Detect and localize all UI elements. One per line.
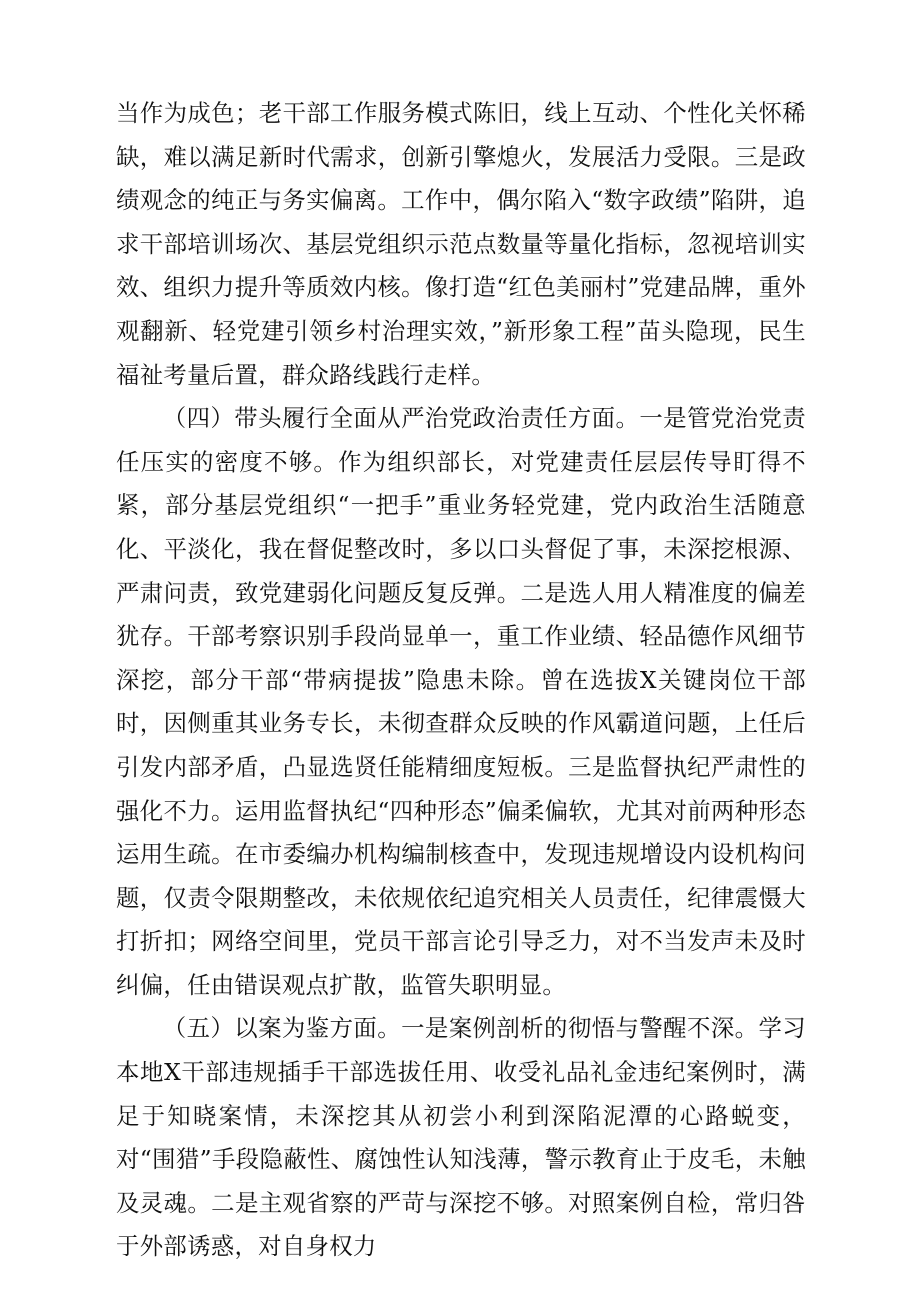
paragraph-section-four: （四）带头履行全面从严治党政治责任方面。一是管党治党责任压实的密度不够。作为组织部长，对党建责任层层传导盯得不紧，部分基层党组织“一把手”重业务轻党建，党内政治生活随意化、平淡化，我在督促整改时，多以口头督促了事，未深挖根源、严肃问责，致党建弱化问题反复反弹。二是选人用人精准度的偏差犹存。干部考察识别手段尚显单一，重工作业绩、轻品德作风细节深挖，部分干部“带病提拔”隐患未除。曾在选拔X关键岗位干部时，因侧重其业务专长，未彻查群众反映的作风霸道问题，上任后引发内部矛盾，凸显选贤任能精细度短板。三是监督执纪严肃性的强化不力。运用监督执纪“四种形态”偏柔偏软，尤其对前两种形态运用生疏。在市委编办机构编制核查中，发现违规增设内设机构问题，仅责令限期整改，未依规依纪追究相关人员责任，纪律震慑大打折扣；网络空间里，党员干部言论引导乏力，对不当发声未及时纠偏，任由错误观点扩散，监管失职明显。 xyxy=(116,404,806,999)
paragraph-section-five: （五）以案为鉴方面。一是案例剖析的彻悟与警醒不深。学习本地X干部违规插手干部选拔任用、收受礼品礼金违纪案例时，满足于知晓案情，未深挖其从初尝小利到深陷泥潭的心路蜕变，对“围猎”手段隐蔽性、腐蚀性认知浅薄，警示教育止于皮毛，未触及灵魂。二是主观省察的严苛与深挖不够。对照案例自检，常归咎于外部诱惑，对自身权力 xyxy=(116,1014,806,1261)
paragraph-continuation: 当作为成色；老干部工作服务模式陈旧，线上互动、个性化关怀稀缺，难以满足新时代需求，创新引擎熄火，发展活力受限。三是政绩观念的纯正与务实偏离。工作中，偶尔陷入“数字政绩”陷阱，追求干部培训场次、基层党组织示范点数量等量化指标，忽视培训实效、组织力提升等质效内核。像打造“红色美丽村”党建品牌，重外观翻新、轻党建引领乡村治理实效，”新形象工程”苗头隐现，民生福祉考量后置，群众路线践行走样。 xyxy=(116,99,806,389)
document-body xyxy=(116,92,806,1269)
